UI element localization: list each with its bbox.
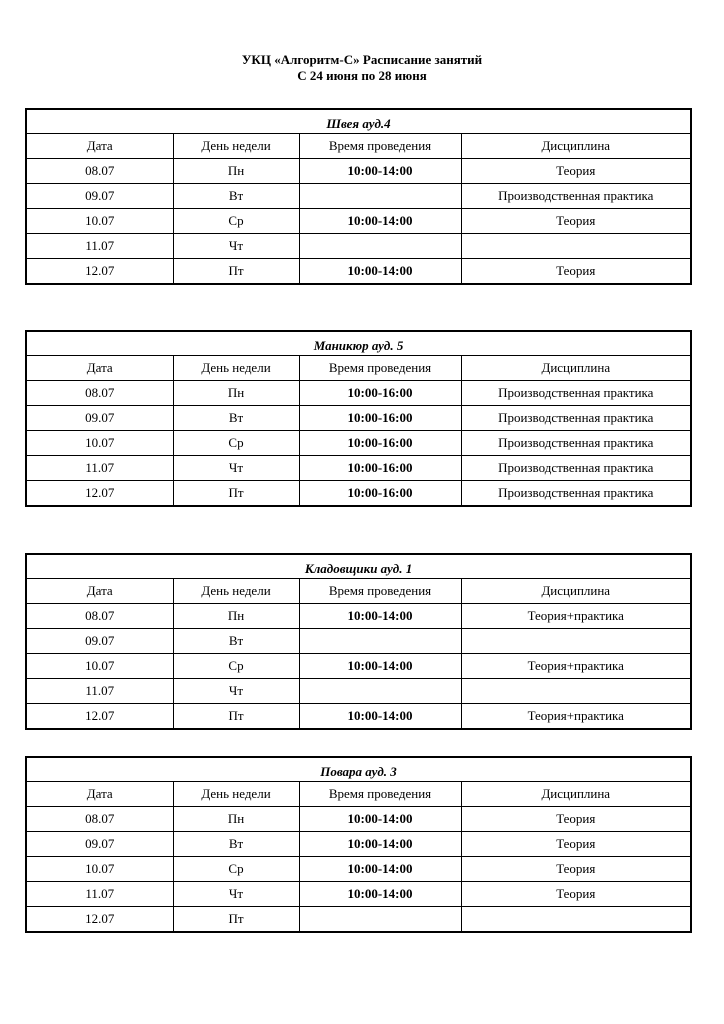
column-header-date: Дата xyxy=(26,579,173,604)
cell-date: 12.07 xyxy=(26,907,173,933)
schedule-table-seamstress xyxy=(25,108,692,285)
cell-discipline: Производственная практика xyxy=(461,481,691,507)
cell-day: Чт xyxy=(173,456,299,481)
column-header-discipline: Дисциплина xyxy=(461,579,691,604)
cell-time: 10:00-14:00 xyxy=(299,807,461,832)
table-title: Повара ауд. 3 xyxy=(26,757,691,782)
cell-discipline: Теория+практика xyxy=(461,654,691,679)
cell-time: 10:00-14:00 xyxy=(299,604,461,629)
cell-day: Пн xyxy=(173,604,299,629)
column-header-date: Дата xyxy=(26,356,173,381)
schedule-table-cooks xyxy=(25,756,692,933)
cell-time xyxy=(299,184,461,209)
table-row xyxy=(26,431,691,456)
column-header-time: Время проведения xyxy=(299,134,461,159)
table-row xyxy=(26,604,691,629)
cell-time: 10:00-16:00 xyxy=(299,431,461,456)
cell-day: Чт xyxy=(173,234,299,259)
schedule-table-manicure xyxy=(25,330,692,507)
column-header-time: Время проведения xyxy=(299,579,461,604)
cell-date: 10.07 xyxy=(26,431,173,456)
column-header-discipline: Дисциплина xyxy=(461,134,691,159)
cell-date: 08.07 xyxy=(26,604,173,629)
column-header-row xyxy=(26,134,691,159)
cell-day: Пн xyxy=(173,381,299,406)
cell-time: 10:00-16:00 xyxy=(299,456,461,481)
cell-time xyxy=(299,629,461,654)
table-row xyxy=(26,481,691,507)
cell-time xyxy=(299,679,461,704)
cell-date: 10.07 xyxy=(26,857,173,882)
cell-date: 09.07 xyxy=(26,184,173,209)
table-row xyxy=(26,406,691,431)
cell-discipline xyxy=(461,629,691,654)
cell-time xyxy=(299,234,461,259)
column-header-row xyxy=(26,782,691,807)
table-title: Маникюр ауд. 5 xyxy=(26,331,691,356)
cell-day: Вт xyxy=(173,629,299,654)
cell-date: 08.07 xyxy=(26,807,173,832)
table-row xyxy=(26,857,691,882)
column-header-day: День недели xyxy=(173,134,299,159)
table-row xyxy=(26,807,691,832)
cell-discipline: Теория xyxy=(461,259,691,285)
cell-time: 10:00-16:00 xyxy=(299,481,461,507)
table-title: Швея ауд.4 xyxy=(26,109,691,134)
cell-day: Чт xyxy=(173,882,299,907)
cell-date: 12.07 xyxy=(26,704,173,730)
column-header-date: Дата xyxy=(26,134,173,159)
column-header-time: Время проведения xyxy=(299,782,461,807)
cell-day: Пт xyxy=(173,259,299,285)
cell-discipline: Теория xyxy=(461,832,691,857)
cell-date: 09.07 xyxy=(26,406,173,431)
column-header-row xyxy=(26,356,691,381)
cell-discipline: Теория xyxy=(461,882,691,907)
cell-date: 11.07 xyxy=(26,882,173,907)
table-row xyxy=(26,704,691,730)
cell-day: Пт xyxy=(173,481,299,507)
document-header xyxy=(0,52,724,84)
cell-time: 10:00-14:00 xyxy=(299,209,461,234)
cell-date: 10.07 xyxy=(26,209,173,234)
cell-date: 10.07 xyxy=(26,654,173,679)
cell-discipline: Производственная практика xyxy=(461,431,691,456)
cell-discipline: Теория xyxy=(461,857,691,882)
cell-time: 10:00-14:00 xyxy=(299,654,461,679)
header-date-range: С 24 июня по 28 июня xyxy=(297,68,427,83)
cell-discipline xyxy=(461,907,691,933)
cell-time: 10:00-14:00 xyxy=(299,857,461,882)
cell-date: 08.07 xyxy=(26,381,173,406)
column-header-day: День недели xyxy=(173,782,299,807)
cell-date: 09.07 xyxy=(26,629,173,654)
cell-time: 10:00-14:00 xyxy=(299,704,461,730)
cell-discipline: Производственная практика xyxy=(461,456,691,481)
table-row xyxy=(26,629,691,654)
cell-time: 10:00-14:00 xyxy=(299,882,461,907)
cell-discipline xyxy=(461,679,691,704)
table-row xyxy=(26,381,691,406)
table-row xyxy=(26,159,691,184)
table-row xyxy=(26,679,691,704)
cell-day: Вт xyxy=(173,184,299,209)
table-title: Кладовщики ауд. 1 xyxy=(26,554,691,579)
cell-date: 09.07 xyxy=(26,832,173,857)
cell-day: Пн xyxy=(173,807,299,832)
column-header-day: День недели xyxy=(173,579,299,604)
cell-discipline: Теория xyxy=(461,807,691,832)
cell-discipline: Теория+практика xyxy=(461,704,691,730)
cell-discipline: Теория+практика xyxy=(461,604,691,629)
cell-day: Ср xyxy=(173,654,299,679)
table-row xyxy=(26,259,691,285)
cell-day: Пт xyxy=(173,907,299,933)
cell-day: Пн xyxy=(173,159,299,184)
table-row xyxy=(26,209,691,234)
cell-day: Чт xyxy=(173,679,299,704)
cell-time: 10:00-14:00 xyxy=(299,832,461,857)
column-header-time: Время проведения xyxy=(299,356,461,381)
cell-time: 10:00-16:00 xyxy=(299,406,461,431)
cell-discipline: Производственная практика xyxy=(461,184,691,209)
cell-time: 10:00-14:00 xyxy=(299,159,461,184)
cell-discipline: Производственная практика xyxy=(461,381,691,406)
cell-day: Пт xyxy=(173,704,299,730)
cell-discipline: Производственная практика xyxy=(461,406,691,431)
cell-date: 11.07 xyxy=(26,679,173,704)
cell-discipline: Теория xyxy=(461,209,691,234)
cell-day: Вт xyxy=(173,406,299,431)
header-title: УКЦ «Алгоритм-С» Расписание занятий xyxy=(241,52,483,67)
table-row xyxy=(26,234,691,259)
column-header-discipline: Дисциплина xyxy=(461,356,691,381)
cell-date: 12.07 xyxy=(26,259,173,285)
cell-time: 10:00-16:00 xyxy=(299,381,461,406)
column-header-date: Дата xyxy=(26,782,173,807)
table-row xyxy=(26,184,691,209)
table-row xyxy=(26,456,691,481)
column-header-discipline: Дисциплина xyxy=(461,782,691,807)
cell-time xyxy=(299,907,461,933)
cell-date: 11.07 xyxy=(26,456,173,481)
cell-day: Ср xyxy=(173,431,299,456)
schedule-table-storekeepers xyxy=(25,553,692,730)
cell-day: Ср xyxy=(173,857,299,882)
cell-day: Ср xyxy=(173,209,299,234)
table-row xyxy=(26,907,691,933)
cell-discipline: Теория xyxy=(461,159,691,184)
table-row xyxy=(26,832,691,857)
table-row xyxy=(26,882,691,907)
column-header-row xyxy=(26,579,691,604)
cell-discipline xyxy=(461,234,691,259)
cell-day: Вт xyxy=(173,832,299,857)
cell-date: 08.07 xyxy=(26,159,173,184)
cell-date: 11.07 xyxy=(26,234,173,259)
cell-time: 10:00-14:00 xyxy=(299,259,461,285)
table-row xyxy=(26,654,691,679)
cell-date: 12.07 xyxy=(26,481,173,507)
column-header-day: День недели xyxy=(173,356,299,381)
